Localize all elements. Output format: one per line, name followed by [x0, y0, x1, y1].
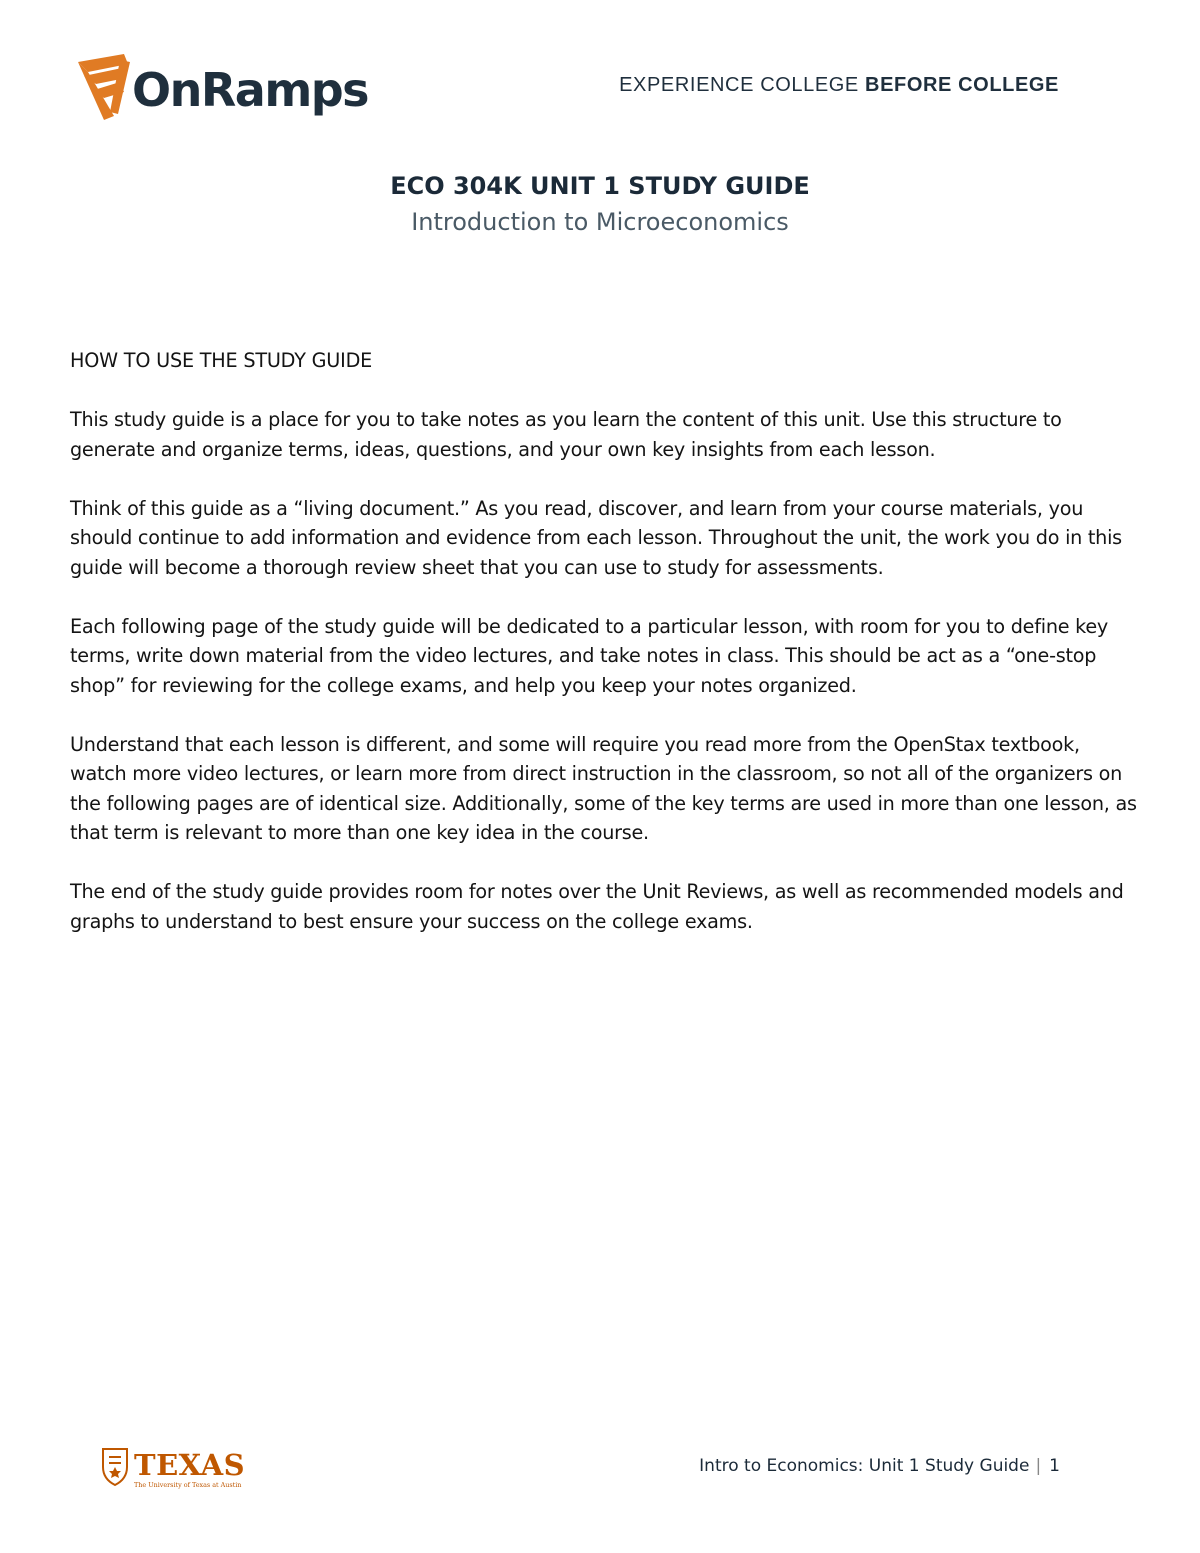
svg-text:The University of Texas at Aus: The University of Texas at Austin [134, 1481, 242, 1489]
footer-label: Intro to Economics: Unit 1 Study Guide [699, 1456, 1030, 1476]
section-heading: HOW TO USE THE STUDY GUIDE [70, 349, 373, 372]
page-footer [699, 1456, 1060, 1476]
paragraph-3: Each following page of the study guide will be dedicated to a particular lesson, with room for you to define key terms, write down material from the video lectures, and take notes in class. This should be act as a “one-stop shop” for reviewing for the college exams, and help you keep your notes organized. [70, 614, 1108, 697]
paragraph-2: Think of this guide as a “living document.” As you read, discover, and learn from your course materials, you should continue to add information and evidence from each lesson. Throughout the unit, the work you do in this guide will become a thorough review sheet that you can use to study for assessments. [70, 496, 1122, 579]
document-subtitle: Introduction to Microeconomics [411, 208, 789, 236]
page-header [0, 0, 1200, 140]
svg-text:OnRamps: OnRamps [132, 63, 369, 117]
onramps-logo [74, 50, 374, 122]
footer-separator: | [1035, 1456, 1042, 1476]
texas-shield-icon [100, 1443, 260, 1493]
document-title: ECO 304K UNIT 1 STUDY GUIDE [390, 172, 810, 200]
paragraph-4: Understand that each lesson is different, and some will require you read more from the OpenStax textbook, watch more video lectures, or learn more from direct instruction in the classroom, so not all of the organizers on the following pages are of identical size. Additionally, some of the key terms are used in more than one lesson, as that term is relevant to more than one key idea in the course. [70, 732, 1137, 844]
svg-text:TEXAS: TEXAS [134, 1448, 246, 1482]
tagline-bold: BEFORE COLLEGE [865, 74, 1059, 96]
onramps-logo-icon [74, 50, 374, 122]
texas-logo [100, 1443, 260, 1493]
tagline [619, 74, 1059, 97]
title-block [0, 170, 1200, 238]
paragraph-1: This study guide is a place for you to take notes as you learn the content of this unit. Use this structure to generate and organize terms, ideas, questions, and your own key insights from each lesson. [70, 408, 1062, 461]
document-body [70, 346, 1140, 966]
page-number: 1 [1049, 1456, 1060, 1476]
paragraph-5: The end of the study guide provides room for notes over the Unit Reviews, as well as recommended models and graphs to understand to best ensure your success on the college exams. [70, 880, 1124, 933]
tagline-regular: EXPERIENCE COLLEGE [619, 74, 866, 96]
